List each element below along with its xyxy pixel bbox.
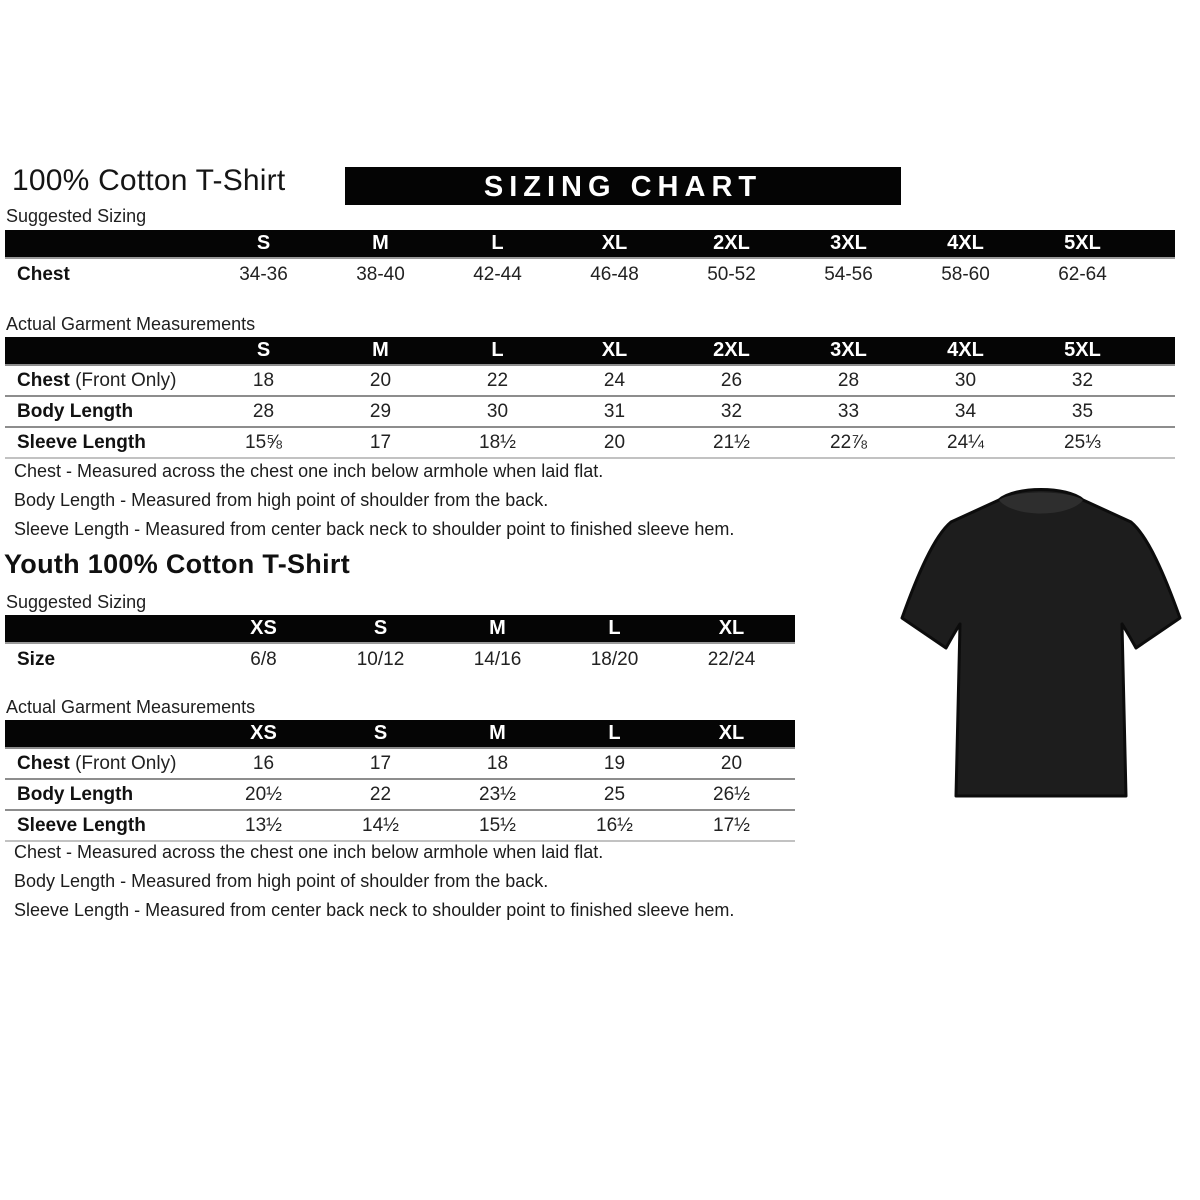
size-header-cell: XS (250, 722, 277, 744)
size-value-cell: 10/12 (356, 649, 405, 670)
size-header-cell: M (489, 617, 506, 639)
size-value-cell: 22 (369, 783, 392, 805)
size-header-cell: 2XL (713, 339, 750, 361)
table-row (5, 778, 795, 809)
tshirt-body (902, 490, 1180, 797)
size-value-cell: 18/20 (590, 649, 639, 670)
size-value-cell: 32 (1071, 369, 1094, 391)
row-label: Body Length (17, 400, 134, 422)
size-value-cell: 6/8 (250, 649, 277, 670)
row-label-suffix: (Front Only) (69, 752, 177, 774)
size-header-cell: 4XL (947, 232, 984, 254)
note-line: Chest - Measured across the chest one inch below armhole when laid flat. (14, 461, 604, 481)
tshirt-illustration (893, 476, 1189, 816)
row-label (5, 370, 205, 392)
size-value-cell: 22⅞ (830, 431, 867, 453)
size-value-cell: 42-44 (473, 264, 522, 285)
size-header-cell: L (491, 339, 504, 361)
note-line: Body Length - Measured from high point of shoulder from the back. (14, 490, 549, 510)
size-value-cell: 54-56 (824, 264, 873, 285)
youth-actual-measurements-label: Actual Garment Measurements (6, 697, 256, 717)
size-header-cell: S (256, 232, 271, 254)
size-value-cell: 13½ (245, 814, 282, 836)
row-label: Size (17, 649, 56, 670)
size-value-cell: 23½ (479, 783, 516, 805)
adult-measurements-header-row (5, 337, 1175, 364)
adult-suggested-sizing-label: Suggested Sizing (6, 206, 147, 226)
size-value-cell: 34-36 (239, 264, 288, 285)
size-value-cell: 20 (369, 369, 392, 391)
row-label-suffix: (Front Only) (69, 369, 177, 391)
size-value-cell: 33 (837, 400, 860, 422)
size-value-cell: 24 (603, 369, 626, 391)
adult-suggested-header-row (5, 230, 1175, 257)
size-header-cell: XL (718, 722, 745, 744)
size-header-cell: 2XL (713, 232, 750, 254)
size-header-cell: XL (601, 232, 628, 254)
table-row (5, 642, 795, 676)
size-header-cell: M (489, 722, 506, 744)
youth-measurements-header-row (5, 720, 795, 747)
row-label: Sleeve Length (17, 814, 146, 836)
row-label (5, 753, 205, 775)
size-value-cell: 17½ (713, 814, 750, 836)
size-value-cell: 25⅓ (1064, 431, 1101, 453)
size-value-cell: 29 (369, 400, 392, 422)
size-header-cell: S (256, 339, 271, 361)
size-value-cell: 15⅝ (245, 431, 282, 453)
note-line: Body Length - Measured from high point of shoulder from the back. (14, 871, 549, 891)
size-value-cell: 20½ (245, 783, 282, 805)
size-value-cell: 15½ (479, 814, 516, 836)
size-value-cell: 20 (603, 431, 626, 453)
size-value-cell: 24¼ (947, 431, 984, 453)
size-value-cell: 18 (486, 752, 509, 774)
size-value-cell: 35 (1071, 400, 1094, 422)
size-value-cell: 21½ (713, 431, 750, 453)
size-value-cell: 38-40 (356, 264, 405, 285)
table-row (5, 257, 1175, 291)
row-label-bold: Chest (17, 752, 70, 774)
size-header-cell: L (608, 722, 621, 744)
table-row (5, 364, 1175, 395)
table-row (5, 426, 1175, 457)
row-label: Sleeve Length (17, 431, 146, 453)
size-header-cell: 4XL (947, 339, 984, 361)
size-header-cell: S (373, 617, 388, 639)
size-value-cell: 46-48 (590, 264, 639, 285)
note-line: Sleeve Length - Measured from center back neck to shoulder point to finished sleeve hem. (14, 900, 735, 920)
size-header-cell: M (372, 232, 389, 254)
size-header-cell: XS (250, 617, 277, 639)
size-header-cell: 5XL (1064, 339, 1101, 361)
size-header-cell: S (373, 722, 388, 744)
note-line: Sleeve Length - Measured from center back neck to shoulder point to finished sleeve hem. (14, 519, 735, 539)
table-row (5, 747, 795, 778)
size-value-cell: 14½ (362, 814, 399, 836)
size-value-cell: 18 (252, 369, 275, 391)
size-value-cell: 58-60 (941, 264, 990, 285)
size-value-cell: 16 (252, 752, 275, 774)
row-label: Body Length (17, 783, 134, 805)
size-value-cell: 50-52 (707, 264, 756, 285)
table-row (5, 395, 1175, 426)
size-value-cell: 14/16 (473, 649, 522, 670)
size-header-cell: XL (718, 617, 745, 639)
page-title: 100% Cotton T-Shirt (12, 164, 286, 197)
size-value-cell: 20 (720, 752, 743, 774)
size-value-cell: 17 (369, 752, 392, 774)
size-value-cell: 25 (603, 783, 626, 805)
size-value-cell: 32 (720, 400, 743, 422)
size-header-cell: 3XL (830, 232, 867, 254)
note-line: Chest - Measured across the chest one inch below armhole when laid flat. (14, 842, 604, 862)
size-value-cell: 19 (603, 752, 626, 774)
youth-title: Youth 100% Cotton T-Shirt (4, 549, 350, 579)
size-header-cell: M (372, 339, 389, 361)
table-row (5, 809, 795, 840)
size-value-cell: 28 (837, 369, 860, 391)
youth-suggested-header-row (5, 615, 795, 642)
size-value-cell: 26½ (713, 783, 750, 805)
youth-measurements-table (5, 720, 795, 842)
size-value-cell: 30 (954, 369, 977, 391)
adult-actual-measurements-label: Actual Garment Measurements (6, 314, 256, 334)
youth-suggested-table (5, 615, 795, 676)
youth-suggested-sizing-label: Suggested Sizing (6, 592, 147, 612)
size-value-cell: 22 (486, 369, 509, 391)
size-value-cell: 26 (720, 369, 743, 391)
youth-measurement-notes (14, 843, 734, 930)
size-header-cell: L (491, 232, 504, 254)
size-header-cell: 5XL (1064, 232, 1101, 254)
size-value-cell: 22/24 (707, 649, 756, 670)
size-header-cell: 3XL (830, 339, 867, 361)
size-value-cell: 17 (369, 431, 392, 453)
size-header-cell: L (608, 617, 621, 639)
row-label: Chest (17, 264, 70, 285)
size-value-cell: 62-64 (1058, 264, 1107, 285)
size-value-cell: 16½ (596, 814, 633, 836)
sizing-chart-banner: SIZING CHART (345, 167, 901, 205)
adult-measurements-table (5, 337, 1175, 459)
adult-measurement-notes (14, 462, 734, 549)
adult-suggested-table (5, 230, 1175, 291)
size-value-cell: 28 (252, 400, 275, 422)
row-label-bold: Chest (17, 369, 70, 391)
size-value-cell: 34 (954, 400, 977, 422)
size-value-cell: 18½ (479, 431, 516, 453)
size-value-cell: 30 (486, 400, 509, 422)
tshirt-photo (893, 476, 1189, 816)
size-header-cell: XL (601, 339, 628, 361)
size-value-cell: 31 (603, 400, 626, 422)
